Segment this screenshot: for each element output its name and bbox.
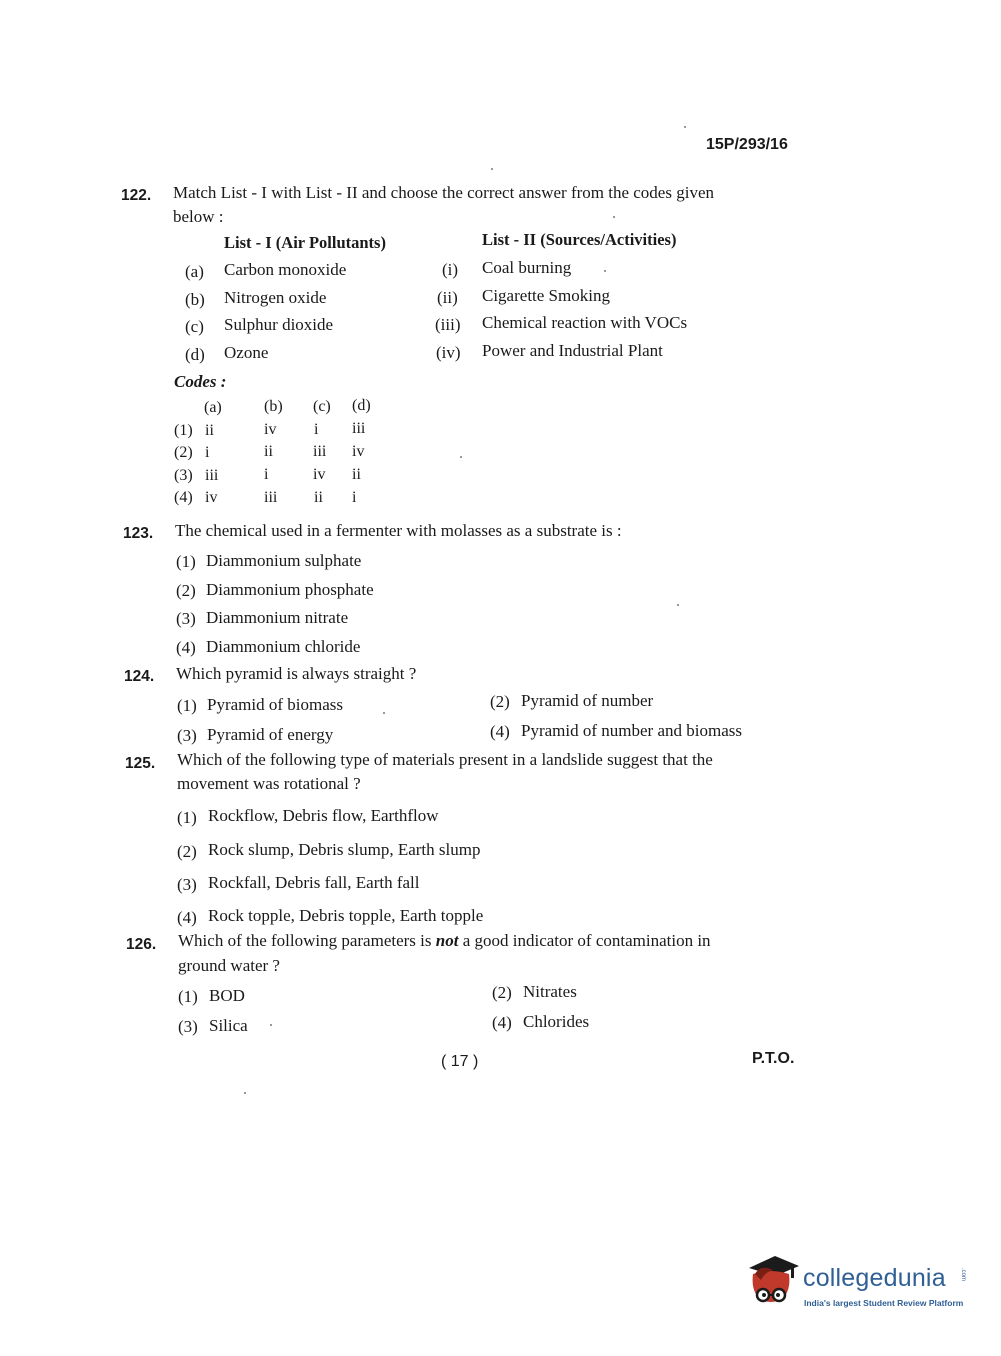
codes-row-1-b: iv: [264, 421, 277, 438]
q124-option-2-label: (2): [490, 692, 510, 711]
question-126-text-before: Which of the following parameters is: [178, 931, 436, 950]
scan-speck: [270, 1024, 272, 1026]
list1-label-a: (a): [185, 262, 204, 281]
logo-tagline: India's largest Student Review Platform: [804, 1298, 964, 1308]
codes-row-4-b: iii: [264, 489, 278, 506]
question-124-text: Which pyramid is always straight ?: [176, 664, 417, 683]
q125-option-2-label: (2): [177, 842, 197, 861]
scan-speck: [383, 712, 385, 714]
q123-option-3: Diammonium nitrate: [206, 608, 349, 627]
paper-code: 15P/293/16: [706, 136, 788, 153]
collegedunia-mascot-icon: [741, 1250, 803, 1312]
q124-option-2: Pyramid of number: [521, 691, 654, 710]
logo-brand: collegedunia: [803, 1264, 946, 1292]
codes-row-3-b: i: [264, 466, 269, 483]
question-126-emphasis: not: [435, 931, 459, 950]
list2-item-ii: Cigarette Smoking: [482, 286, 610, 305]
codes-row-4-d: i: [352, 489, 357, 506]
q126-option-3: Silica: [209, 1016, 248, 1035]
scan-speck: [684, 126, 686, 128]
question-123-text: The chemical used in a fermenter with molasses as a substrate is :: [175, 521, 622, 540]
codes-row-2-option: (2): [174, 444, 193, 461]
q123-option-4: Diammonium chloride: [206, 637, 361, 656]
codes-row-2-b: ii: [264, 443, 273, 460]
list2-label-ii: (ii): [437, 288, 458, 307]
list1-item-a: Carbon monoxide: [224, 260, 347, 279]
logo-suffix: .com: [960, 1268, 966, 1282]
q124-option-4: Pyramid of number and biomass: [521, 721, 742, 740]
q124-option-1-label: (1): [177, 696, 197, 715]
codes-row-2-a: i: [205, 444, 210, 461]
list1-item-b: Nitrogen oxide: [224, 288, 327, 307]
scan-speck: [604, 270, 606, 272]
question-number-124: 124.: [124, 668, 155, 685]
codes-header-b: (b): [264, 398, 283, 415]
list1-label-c: (c): [185, 317, 204, 336]
codes-row-3-option: (3): [174, 467, 193, 484]
codes-row-1-c: i: [314, 421, 319, 438]
pto-marker: P.T.O.: [752, 1050, 795, 1067]
codes-header-c: (c): [313, 398, 331, 415]
scan-speck: [677, 604, 679, 606]
q126-option-2-label: (2): [492, 983, 512, 1002]
codes-header-d: (d): [352, 397, 371, 414]
codes-row-4-a: iv: [205, 489, 218, 506]
question-number-126: 126.: [126, 936, 157, 953]
list1-label-d: (d): [185, 345, 205, 364]
list1-item-c: Sulphur dioxide: [224, 315, 334, 334]
question-126-text-line1: [178, 931, 711, 951]
q126-option-3-label: (3): [178, 1017, 198, 1036]
question-126-text-line2: ground water ?: [178, 956, 280, 975]
q125-option-3: Rockfall, Debris fall, Earth fall: [208, 873, 420, 892]
codes-row-1-a: ii: [205, 422, 214, 439]
codes-label: Codes :: [174, 372, 227, 391]
list1-item-d: Ozone: [224, 343, 269, 362]
q125-option-4-label: (4): [177, 908, 197, 927]
question-number-125: 125.: [125, 755, 156, 772]
q126-option-1-label: (1): [178, 987, 198, 1006]
question-122-text-line1: Match List - I with List - II and choose the correct answer from the codes given: [173, 183, 714, 202]
question-125-text-line2: movement was rotational ?: [177, 774, 361, 793]
q125-option-2: Rock slump, Debris slump, Earth slump: [208, 840, 481, 859]
codes-row-4-c: ii: [314, 489, 323, 506]
q123-option-1: Diammonium sulphate: [206, 551, 362, 570]
q124-option-1: Pyramid of biomass: [207, 695, 343, 714]
scan-speck: [613, 216, 615, 218]
scan-speck: [460, 456, 462, 458]
list2-header: List - II (Sources/Activities): [482, 230, 677, 249]
question-126-text-after: a good indicator of contamination in: [458, 931, 711, 950]
codes-row-2-d: iv: [352, 443, 365, 460]
scan-speck: [491, 168, 493, 170]
scan-speck: [244, 1092, 246, 1094]
q123-option-2-label: (2): [176, 581, 196, 600]
codes-row-3-c: iv: [313, 466, 326, 483]
list1-header: List - I (Air Pollutants): [224, 233, 386, 252]
q123-option-4-label: (4): [176, 638, 196, 657]
q123-option-3-label: (3): [176, 609, 196, 628]
codes-row-1-d: iii: [352, 420, 366, 437]
q124-option-3: Pyramid of energy: [207, 725, 334, 744]
codes-row-1-option: (1): [174, 422, 193, 439]
q124-option-4-label: (4): [490, 722, 510, 741]
question-number-122: 122.: [121, 187, 152, 204]
q124-option-3-label: (3): [177, 726, 197, 745]
q126-option-1: BOD: [209, 986, 245, 1005]
question-125-text-line1: Which of the following type of materials present in a landslide suggest that the: [177, 750, 713, 769]
list2-label-i: (i): [442, 260, 459, 279]
list2-item-iii: Chemical reaction with VOCs: [482, 313, 688, 332]
q125-option-4: Rock topple, Debris topple, Earth topple: [208, 906, 484, 925]
list1-label-b: (b): [185, 290, 205, 309]
list2-item-i: Coal burning: [482, 258, 572, 277]
q126-option-4: Chlorides: [523, 1012, 590, 1031]
codes-row-3-a: iii: [205, 467, 219, 484]
codes-row-2-c: iii: [313, 443, 327, 460]
q125-option-1-label: (1): [177, 808, 197, 827]
codes-header-a: (a): [204, 399, 222, 416]
q126-option-4-label: (4): [492, 1013, 512, 1032]
question-122-text-line2: below :: [173, 207, 224, 226]
question-number-123: 123.: [123, 525, 154, 542]
q125-option-1: Rockflow, Debris flow, Earthflow: [208, 806, 439, 825]
q126-option-2: Nitrates: [523, 982, 577, 1001]
list2-label-iv: (iv): [436, 343, 461, 362]
q125-option-3-label: (3): [177, 875, 197, 894]
codes-row-4-option: (4): [174, 489, 193, 506]
codes-row-3-d: ii: [352, 466, 361, 483]
list2-label-iii: (iii): [435, 315, 461, 334]
page-number: ( 17 ): [441, 1053, 479, 1070]
q123-option-2: Diammonium phosphate: [206, 580, 374, 599]
list2-item-iv: Power and Industrial Plant: [482, 341, 663, 360]
q123-option-1-label: (1): [176, 552, 196, 571]
